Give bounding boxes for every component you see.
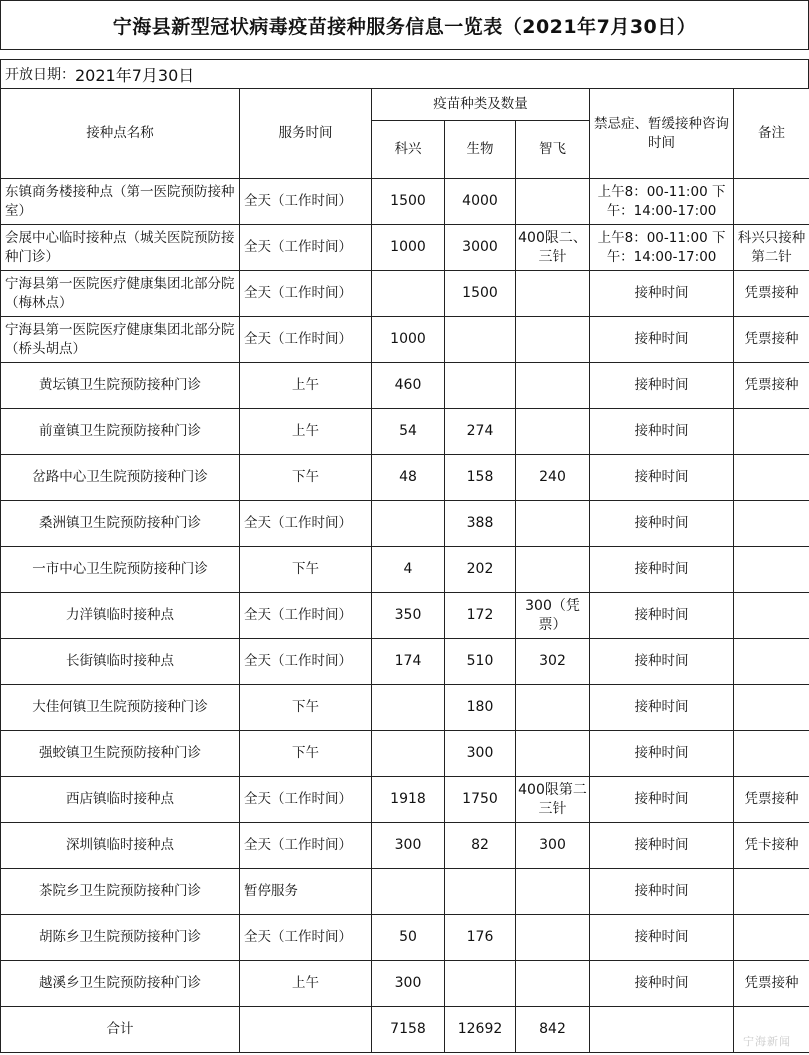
kexing-count: 1500 [372,179,445,225]
remark: 凭票接种 [734,317,809,363]
site-name: 长街镇临时接种点 [1,639,240,685]
total-time [240,1007,372,1053]
header-kexing: 科兴 [372,121,445,179]
header-consult: 禁忌症、暂缓接种咨询时间 [590,89,734,179]
table-row [1,823,809,869]
consult-time: 接种时间 [590,869,734,915]
consult-time: 接种时间 [590,409,734,455]
shengwu-count: 202 [445,547,516,593]
service-time: 全天（工作时间） [240,593,372,639]
service-time: 全天（工作时间） [240,317,372,363]
shengwu-count [445,363,516,409]
consult-time: 接种时间 [590,639,734,685]
total-kexing: 7158 [372,1007,445,1053]
site-name: 越溪乡卫生院预防接种门诊 [1,961,240,1007]
watermark-logo: 宁海新闻 [743,1035,791,1048]
consult-time: 上午8：00-11:00 下午：14:00-17:00 [590,225,734,271]
zhifei-count: 302 [516,639,590,685]
remark [734,731,809,777]
site-name: 西店镇临时接种点 [1,777,240,823]
shengwu-count: 3000 [445,225,516,271]
shengwu-count: 274 [445,409,516,455]
consult-time: 接种时间 [590,455,734,501]
header-name: 接种点名称 [1,89,240,179]
consult-time: 接种时间 [590,363,734,409]
table-row [1,225,809,271]
shengwu-count: 300 [445,731,516,777]
kexing-count: 48 [372,455,445,501]
service-time: 上午 [240,363,372,409]
open-date-value: 2021年7月30日 [75,65,195,85]
zhifei-count: 240 [516,455,590,501]
remark [734,685,809,731]
table-row [1,501,809,547]
zhifei-count [516,179,590,225]
kexing-count [372,731,445,777]
kexing-count [372,869,445,915]
consult-time: 接种时间 [590,271,734,317]
site-name: 一市中心卫生院预防接种门诊 [1,547,240,593]
site-name: 强蛟镇卫生院预防接种门诊 [1,731,240,777]
remark: 凭票接种 [734,777,809,823]
remark [734,409,809,455]
service-time: 上午 [240,961,372,1007]
total-zhifei: 842 [516,1007,590,1053]
remark [734,179,809,225]
service-time: 全天（工作时间） [240,501,372,547]
header-vaccine-group: 疫苗种类及数量 [372,89,590,121]
header-remark: 备注 [734,89,809,179]
header-shengwu: 生物 [445,121,516,179]
consult-time: 接种时间 [590,915,734,961]
remark: 凭票接种 [734,363,809,409]
site-name: 桑洲镇卫生院预防接种门诊 [1,501,240,547]
zhifei-count [516,915,590,961]
zhifei-count: 300 [516,823,590,869]
total-label: 合计 [1,1007,240,1053]
kexing-count [372,685,445,731]
table-row [1,731,809,777]
table-row [1,915,809,961]
site-name: 深圳镇临时接种点 [1,823,240,869]
kexing-count: 1000 [372,317,445,363]
kexing-count: 50 [372,915,445,961]
table-row [1,685,809,731]
shengwu-count: 1500 [445,271,516,317]
table-row [1,363,809,409]
zhifei-count [516,685,590,731]
consult-time: 接种时间 [590,547,734,593]
table-row [1,271,809,317]
zhifei-count: 400限第二三针 [516,777,590,823]
table-row [1,961,809,1007]
total-consult [590,1007,734,1053]
site-name: 会展中心临时接种点（城关医院预防接种门诊） [1,225,240,271]
kexing-count [372,271,445,317]
consult-time: 上午8：00-11:00 下午：14:00-17:00 [590,179,734,225]
service-time: 暂停服务 [240,869,372,915]
page-title: 宁海县新型冠状病毒疫苗接种服务信息一览表（2021年7月30日） [0,0,809,50]
service-time: 全天（工作时间） [240,915,372,961]
zhifei-count [516,317,590,363]
site-name: 岔路中心卫生院预防接种门诊 [1,455,240,501]
kexing-count: 1000 [372,225,445,271]
service-time: 全天（工作时间） [240,225,372,271]
zhifei-count: 300（凭票） [516,593,590,639]
service-time: 全天（工作时间） [240,823,372,869]
zhifei-count [516,271,590,317]
remark [734,455,809,501]
kexing-count: 300 [372,823,445,869]
kexing-count: 350 [372,593,445,639]
zhifei-count [516,869,590,915]
total-shengwu: 12692 [445,1007,516,1053]
service-time: 全天（工作时间） [240,777,372,823]
shengwu-count: 158 [445,455,516,501]
remark [734,547,809,593]
service-time: 上午 [240,409,372,455]
shengwu-count: 1750 [445,777,516,823]
shengwu-count: 510 [445,639,516,685]
consult-time: 接种时间 [590,685,734,731]
service-time: 下午 [240,731,372,777]
service-time: 下午 [240,685,372,731]
kexing-count [372,501,445,547]
shengwu-count: 82 [445,823,516,869]
consult-time: 接种时间 [590,593,734,639]
site-name: 胡陈乡卫生院预防接种门诊 [1,915,240,961]
zhifei-count [516,363,590,409]
remark: 凭票接种 [734,961,809,1007]
remark [734,501,809,547]
kexing-count: 460 [372,363,445,409]
service-time: 全天（工作时间） [240,179,372,225]
consult-time: 接种时间 [590,731,734,777]
remark: 凭票接种 [734,271,809,317]
shengwu-count [445,869,516,915]
site-name: 大佳何镇卫生院预防接种门诊 [1,685,240,731]
remark [734,869,809,915]
shengwu-count [445,317,516,363]
consult-time: 接种时间 [590,961,734,1007]
site-name: 茶院乡卫生院预防接种门诊 [1,869,240,915]
table-row [1,179,809,225]
remark [734,915,809,961]
vaccination-table [0,88,809,1053]
kexing-count: 1918 [372,777,445,823]
zhifei-count [516,731,590,777]
table-row [1,869,809,915]
remark: 凭卡接种 [734,823,809,869]
service-time: 全天（工作时间） [240,639,372,685]
shengwu-count: 176 [445,915,516,961]
shengwu-count: 4000 [445,179,516,225]
remark [734,639,809,685]
table-row [1,593,809,639]
kexing-count: 4 [372,547,445,593]
consult-time: 接种时间 [590,823,734,869]
zhifei-count [516,409,590,455]
kexing-count: 174 [372,639,445,685]
site-name: 黄坛镇卫生院预防接种门诊 [1,363,240,409]
site-name: 宁海县第一医院医疗健康集团北部分院（梅林点） [1,271,240,317]
zhifei-count [516,961,590,1007]
zhifei-count: 400限二、三针 [516,225,590,271]
table-row [1,639,809,685]
shengwu-count [445,961,516,1007]
shengwu-count: 172 [445,593,516,639]
zhifei-count [516,501,590,547]
site-name: 宁海县第一医院医疗健康集团北部分院（桥头胡点） [1,317,240,363]
consult-time: 接种时间 [590,501,734,547]
service-time: 全天（工作时间） [240,271,372,317]
table-row [1,777,809,823]
table-row [1,317,809,363]
site-name: 东镇商务楼接种点（第一医院预防接种室） [1,179,240,225]
table-row [1,409,809,455]
remark: 科兴只接种第二针 [734,225,809,271]
table-row [1,455,809,501]
header-zhifei: 智飞 [516,121,590,179]
service-time: 下午 [240,455,372,501]
header-service-time: 服务时间 [240,89,372,179]
zhifei-count [516,547,590,593]
remark [734,593,809,639]
kexing-count: 54 [372,409,445,455]
consult-time: 接种时间 [590,317,734,363]
site-name: 前童镇卫生院预防接种门诊 [1,409,240,455]
service-time: 下午 [240,547,372,593]
kexing-count: 300 [372,961,445,1007]
open-date-row [0,59,809,89]
shengwu-count: 388 [445,501,516,547]
site-name: 力洋镇临时接种点 [1,593,240,639]
shengwu-count: 180 [445,685,516,731]
open-date-label: 开放日期： [5,67,75,83]
table-row [1,547,809,593]
consult-time: 接种时间 [590,777,734,823]
